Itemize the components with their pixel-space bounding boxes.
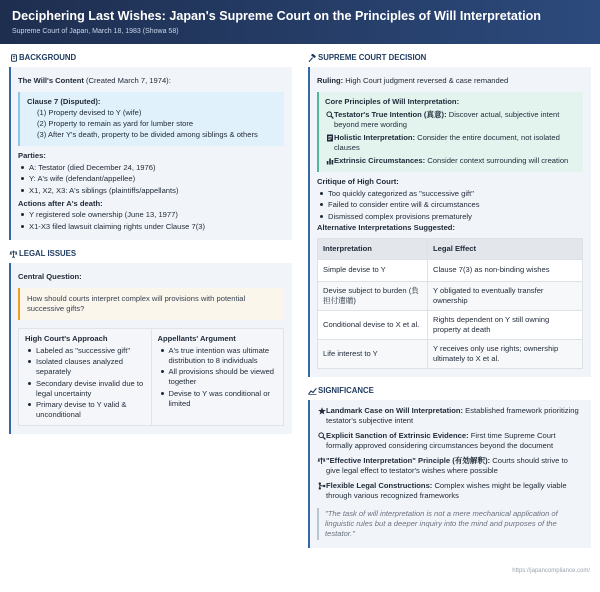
list-item: Primary devise to Y valid & unconditional (27, 400, 145, 420)
list-item: Dismissed complex provisions prematurely (319, 212, 583, 222)
high-court-title: High Court's Approach (25, 333, 108, 343)
left-column (9, 52, 292, 442)
high-court-approach (19, 329, 151, 426)
central-question: How should courts interpret complex will provisions with potential successive gifts? (18, 288, 284, 320)
branch-icon (317, 481, 326, 501)
list-item: Y registered sole ownership (June 13, 1977) (20, 210, 284, 220)
table-row (318, 339, 583, 368)
critique-list (319, 189, 583, 222)
clause-7-box (18, 92, 284, 146)
page-header (0, 0, 600, 44)
critique-label: Critique of High Court: (317, 177, 399, 187)
ruling-label: Ruling: (317, 76, 344, 85)
significance-text: Complex wishes might be legally viable through various recognized frameworks (326, 480, 567, 500)
principle-text: Consider context surrounding will creation (425, 156, 569, 166)
table-cell: Rights dependent on Y still owning property at death (428, 310, 583, 339)
clause-items (27, 108, 278, 140)
significance-item (317, 481, 583, 501)
central-question-label: Central Question: (18, 271, 82, 281)
interpretations-table (317, 238, 583, 369)
will-content-date: (Created March 7, 1974): (83, 76, 171, 85)
actions-list (20, 210, 284, 232)
decision-title: SUPREME COURT DECISION (318, 52, 427, 62)
principle-item (325, 156, 577, 166)
appellants-list (160, 346, 278, 409)
table-cell: Clause 7(3) as non-binding wishes (428, 259, 583, 281)
scales-icon (9, 249, 18, 258)
principle-label: Testator's True Intention (真意): (334, 110, 447, 120)
ruling-line (317, 76, 583, 86)
significance-heading (308, 385, 591, 397)
legal-issues-title: LEGAL ISSUES (19, 248, 77, 258)
will-content-line (18, 76, 284, 86)
star-icon (317, 406, 326, 426)
background-heading (9, 52, 292, 64)
table-header: Legal Effect (428, 238, 583, 259)
list-item: Labeled as "successive gift" (27, 346, 145, 356)
table-cell: Conditional devise to X et al. (318, 310, 428, 339)
list-item: Secondary devise invalid due to legal uncertainty (27, 379, 145, 399)
significance-label: Landmark Case on Will Interpretation: (326, 405, 464, 415)
document-icon (325, 133, 334, 153)
table-row (318, 281, 583, 310)
bar-chart-icon (325, 156, 334, 166)
clause-item: (1) Property devised to Y (wife) (37, 108, 142, 118)
principle-label: Extrinsic Circumstances: (334, 156, 426, 166)
table-header-row (318, 238, 583, 259)
significance-text: First time Supreme Court formally approved considering circumstances beyond the document (326, 430, 556, 450)
clause-item: (2) Property to remain as yard for lumber store (37, 119, 194, 129)
alternatives-label: Alternative Interpretations Suggested: (317, 222, 455, 232)
parties-label: Parties: (18, 151, 46, 161)
significance-text: Established framework prioritizing testator's subjective intent (326, 405, 579, 425)
list-item: A: Testator (died December 24, 1976) (20, 163, 284, 173)
significance-label: "Effective Interpretation" Principle (有効解釈): (326, 455, 491, 465)
significance-label: Explicit Sanction of Extrinsic Evidence: (326, 430, 469, 440)
list-item: Too quickly categorized as "successive gift" (319, 189, 583, 199)
high-court-list (27, 346, 145, 421)
principles-box (317, 92, 583, 172)
legal-issues-card (9, 263, 292, 435)
table-cell: Y receives only use rights; ownership ultimately to X et al. (428, 339, 583, 368)
significance-title: SIGNIFICANCE (318, 385, 374, 395)
list-item: Devise to Y was conditional or limited (160, 389, 278, 409)
list-item: All provisions should be viewed together (160, 367, 278, 387)
principle-text: Consider the entire document, not isolated clauses (334, 133, 560, 153)
decision-heading (308, 52, 591, 64)
clause-item: (3) After Y's death, property to be divided among siblings & others (37, 130, 258, 140)
decision-card (308, 67, 591, 377)
magnifier-icon (317, 431, 326, 451)
list-item: X1-X3 filed lawsuit claiming rights under Clause 7(3) (20, 222, 284, 232)
list-item: X1, X2, X3: A's siblings (plaintiffs/appellants) (20, 186, 284, 196)
list-item: Failed to consider entire will & circumstances (319, 200, 583, 210)
principle-item (325, 133, 577, 153)
significance-card (308, 400, 591, 548)
principle-label: Holistic Interpretation: (334, 133, 416, 143)
scales-icon (317, 456, 326, 476)
scroll-icon (9, 54, 18, 63)
principle-text: Discover actual, subjective intent beyond mere wording (334, 110, 560, 130)
background-title: BACKGROUND (19, 52, 77, 62)
page-subtitle: Supreme Court of Japan, March 18, 1983 (Showa 58) (12, 28, 179, 36)
will-content-label: The Will's Content (18, 76, 84, 85)
appellants-argument (151, 329, 284, 426)
magnifier-icon (325, 110, 334, 130)
legal-issues-heading (9, 248, 292, 260)
arguments-comparison (18, 328, 284, 427)
footer-url[interactable]: https://japancompliance.com/ (512, 568, 590, 575)
list-item: Isolated clauses analyzed separately (27, 357, 145, 377)
chart-icon (308, 386, 317, 395)
table-header: Interpretation (318, 238, 428, 259)
table-cell: Devise subject to burden (負担付遺贈) (318, 281, 428, 310)
significance-label: Flexible Legal Constructions: (326, 480, 433, 490)
table-row (318, 310, 583, 339)
principle-item (325, 110, 577, 130)
right-column (308, 52, 591, 556)
table-cell: Simple devise to Y (318, 259, 428, 281)
parties-list (20, 163, 284, 196)
clause-title: Clause 7 (Disputed): (27, 97, 101, 107)
significance-item (317, 456, 583, 476)
ruling-text: High Court judgment reversed & case remanded (343, 76, 509, 85)
principles-title: Core Principles of Will Interpretation: (325, 97, 460, 107)
significance-item (317, 431, 583, 451)
actions-label: Actions after A's death: (18, 198, 103, 208)
significance-text: Courts should strive to give legal effect to testator's wishes where possible (326, 455, 568, 475)
gavel-icon (308, 54, 317, 63)
page-title: Deciphering Last Wishes: Japan's Supreme Court on the Principles of Will Interpretation (12, 9, 541, 23)
list-item: A's true intention was ultimate distribution to 8 individuals (160, 346, 278, 366)
background-card (9, 67, 292, 240)
list-item: Y: A's wife (defendant/appellee) (20, 174, 284, 184)
table-cell: Y obligated to eventually transfer ownership (428, 281, 583, 310)
closing-quote: "The task of will interpretation is not a mere mechanical application of linguistic rules but a deeper inquiry into the mind and purposes of the testator." (317, 508, 583, 540)
significance-item (317, 406, 583, 426)
table-row (318, 259, 583, 281)
table-cell: Life interest to Y (318, 339, 428, 368)
appellants-title: Appellants' Argument (157, 333, 236, 343)
